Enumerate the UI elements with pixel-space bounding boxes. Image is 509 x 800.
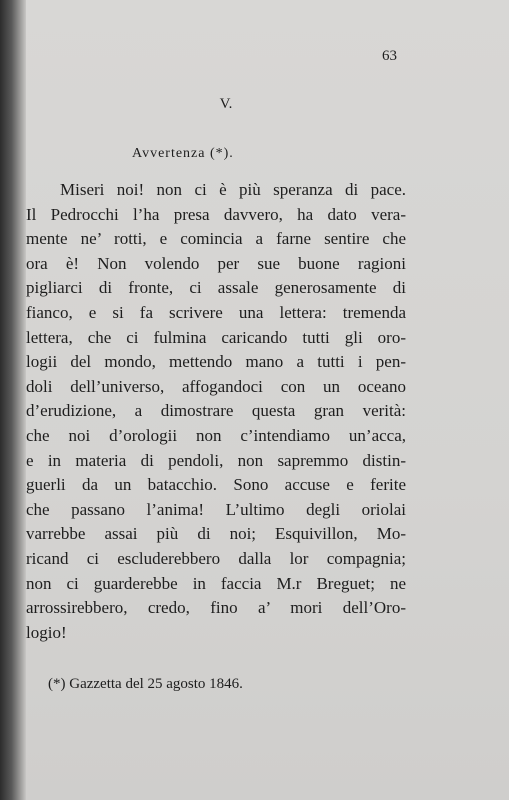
book-gutter-shadow xyxy=(0,0,26,800)
chapter-number: V. xyxy=(219,96,233,112)
text-line: doli dell’universo, affogandoci con un oceano xyxy=(26,376,406,396)
text-line: che passano l’anima! L’ultimo degli oriolai xyxy=(26,499,406,519)
page-number: 63 xyxy=(382,48,397,64)
text-line: varrebbe assai più di noi; Esquivillon, Mo- xyxy=(26,524,406,544)
text-line: ricand ci escluderebbero dalla lor compagnia; xyxy=(26,548,406,568)
text-line: Miseri noi! non ci è più speranza di pace. xyxy=(60,180,406,199)
text-line: Il Pedrocchi l’ha presa davvero, ha dato vera- xyxy=(26,204,406,224)
text-line: e in materia di pendoli, non sapremmo distin- xyxy=(26,450,406,470)
text-line: fianco, e si fa scrivere una lettera: tremenda xyxy=(26,302,406,322)
text-line: che noi d’orologii non c’intendiamo un’acca, xyxy=(26,425,406,445)
book-page xyxy=(26,0,509,800)
text-line: logio! xyxy=(26,622,67,642)
text-line: pigliarci di fronte, ci assale generosamente di xyxy=(26,278,406,298)
body-text xyxy=(26,178,406,645)
text-line: ora è! Non volendo per sue buone ragioni xyxy=(26,253,406,273)
text-line: d’erudizione, a dimostrare questa gran verità: xyxy=(26,401,406,421)
text-line: guerli da un batacchio. Sono accuse e ferite xyxy=(26,475,406,495)
section-heading: Avvertenza (*). xyxy=(132,146,234,161)
text-line: lettera, che ci fulmina caricando tutti gli oro- xyxy=(26,327,406,347)
footnote: (*) Gazzetta del 25 agosto 1846. xyxy=(48,676,243,692)
text-line: logii del mondo, mettendo mano a tutti i pen- xyxy=(26,352,406,372)
text-line: non ci guarderebbe in faccia M.r Breguet; ne xyxy=(26,573,406,593)
text-line: mente ne’ rotti, e comincia a farne sentire che xyxy=(26,229,406,249)
text-line: arrossirebbero, credo, fino a’ mori dell’Oro- xyxy=(26,598,406,618)
